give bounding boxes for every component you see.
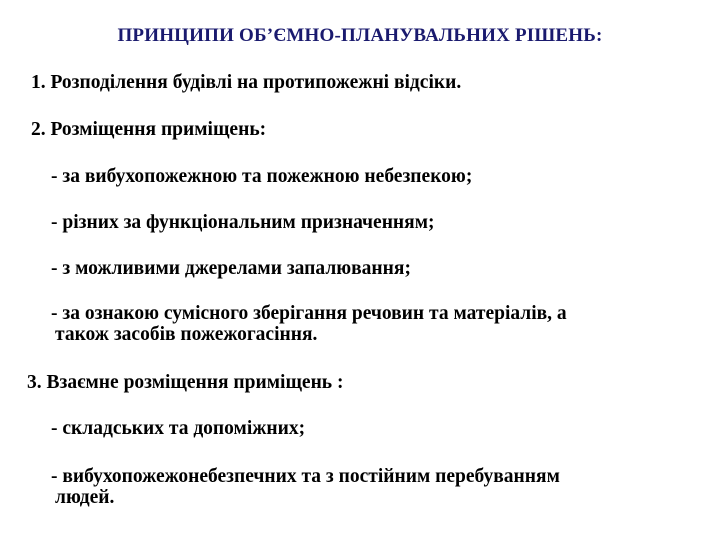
principle-3: 3. Взаємне розміщення приміщень : — [27, 372, 344, 393]
principle-2-item-a: - за вибухопожежною та пожежною небезпекою; — [51, 166, 473, 187]
principle-1: 1. Розподілення будівлі на протипожежні відсіки. — [31, 72, 462, 93]
principle-2-item-c: - з можливими джерелами запалювання; — [51, 258, 411, 279]
slide-title: ПРИНЦИПИ ОБ’ЄМНО-ПЛАНУВАЛЬНИХ РІШЕНЬ: — [117, 25, 603, 46]
principle-2-item-d-line-2: також засобів пожежогасіння. — [55, 324, 318, 345]
principle-3-item-b-line-2: людей. — [55, 487, 115, 508]
principle-3-item-a: - складських та допоміжних; — [51, 418, 306, 439]
principle-3-item-b-line-1: - вибухопожежонебезпечних та з постійним перебуванням — [51, 466, 560, 487]
principle-2-item-d-line-1: - за ознакою сумісного зберігання речовин та матеріалів, а — [51, 303, 567, 324]
principle-2: 2. Розміщення приміщень: — [31, 119, 267, 140]
principle-2-item-b: - різних за функціональним призначенням; — [51, 212, 435, 233]
